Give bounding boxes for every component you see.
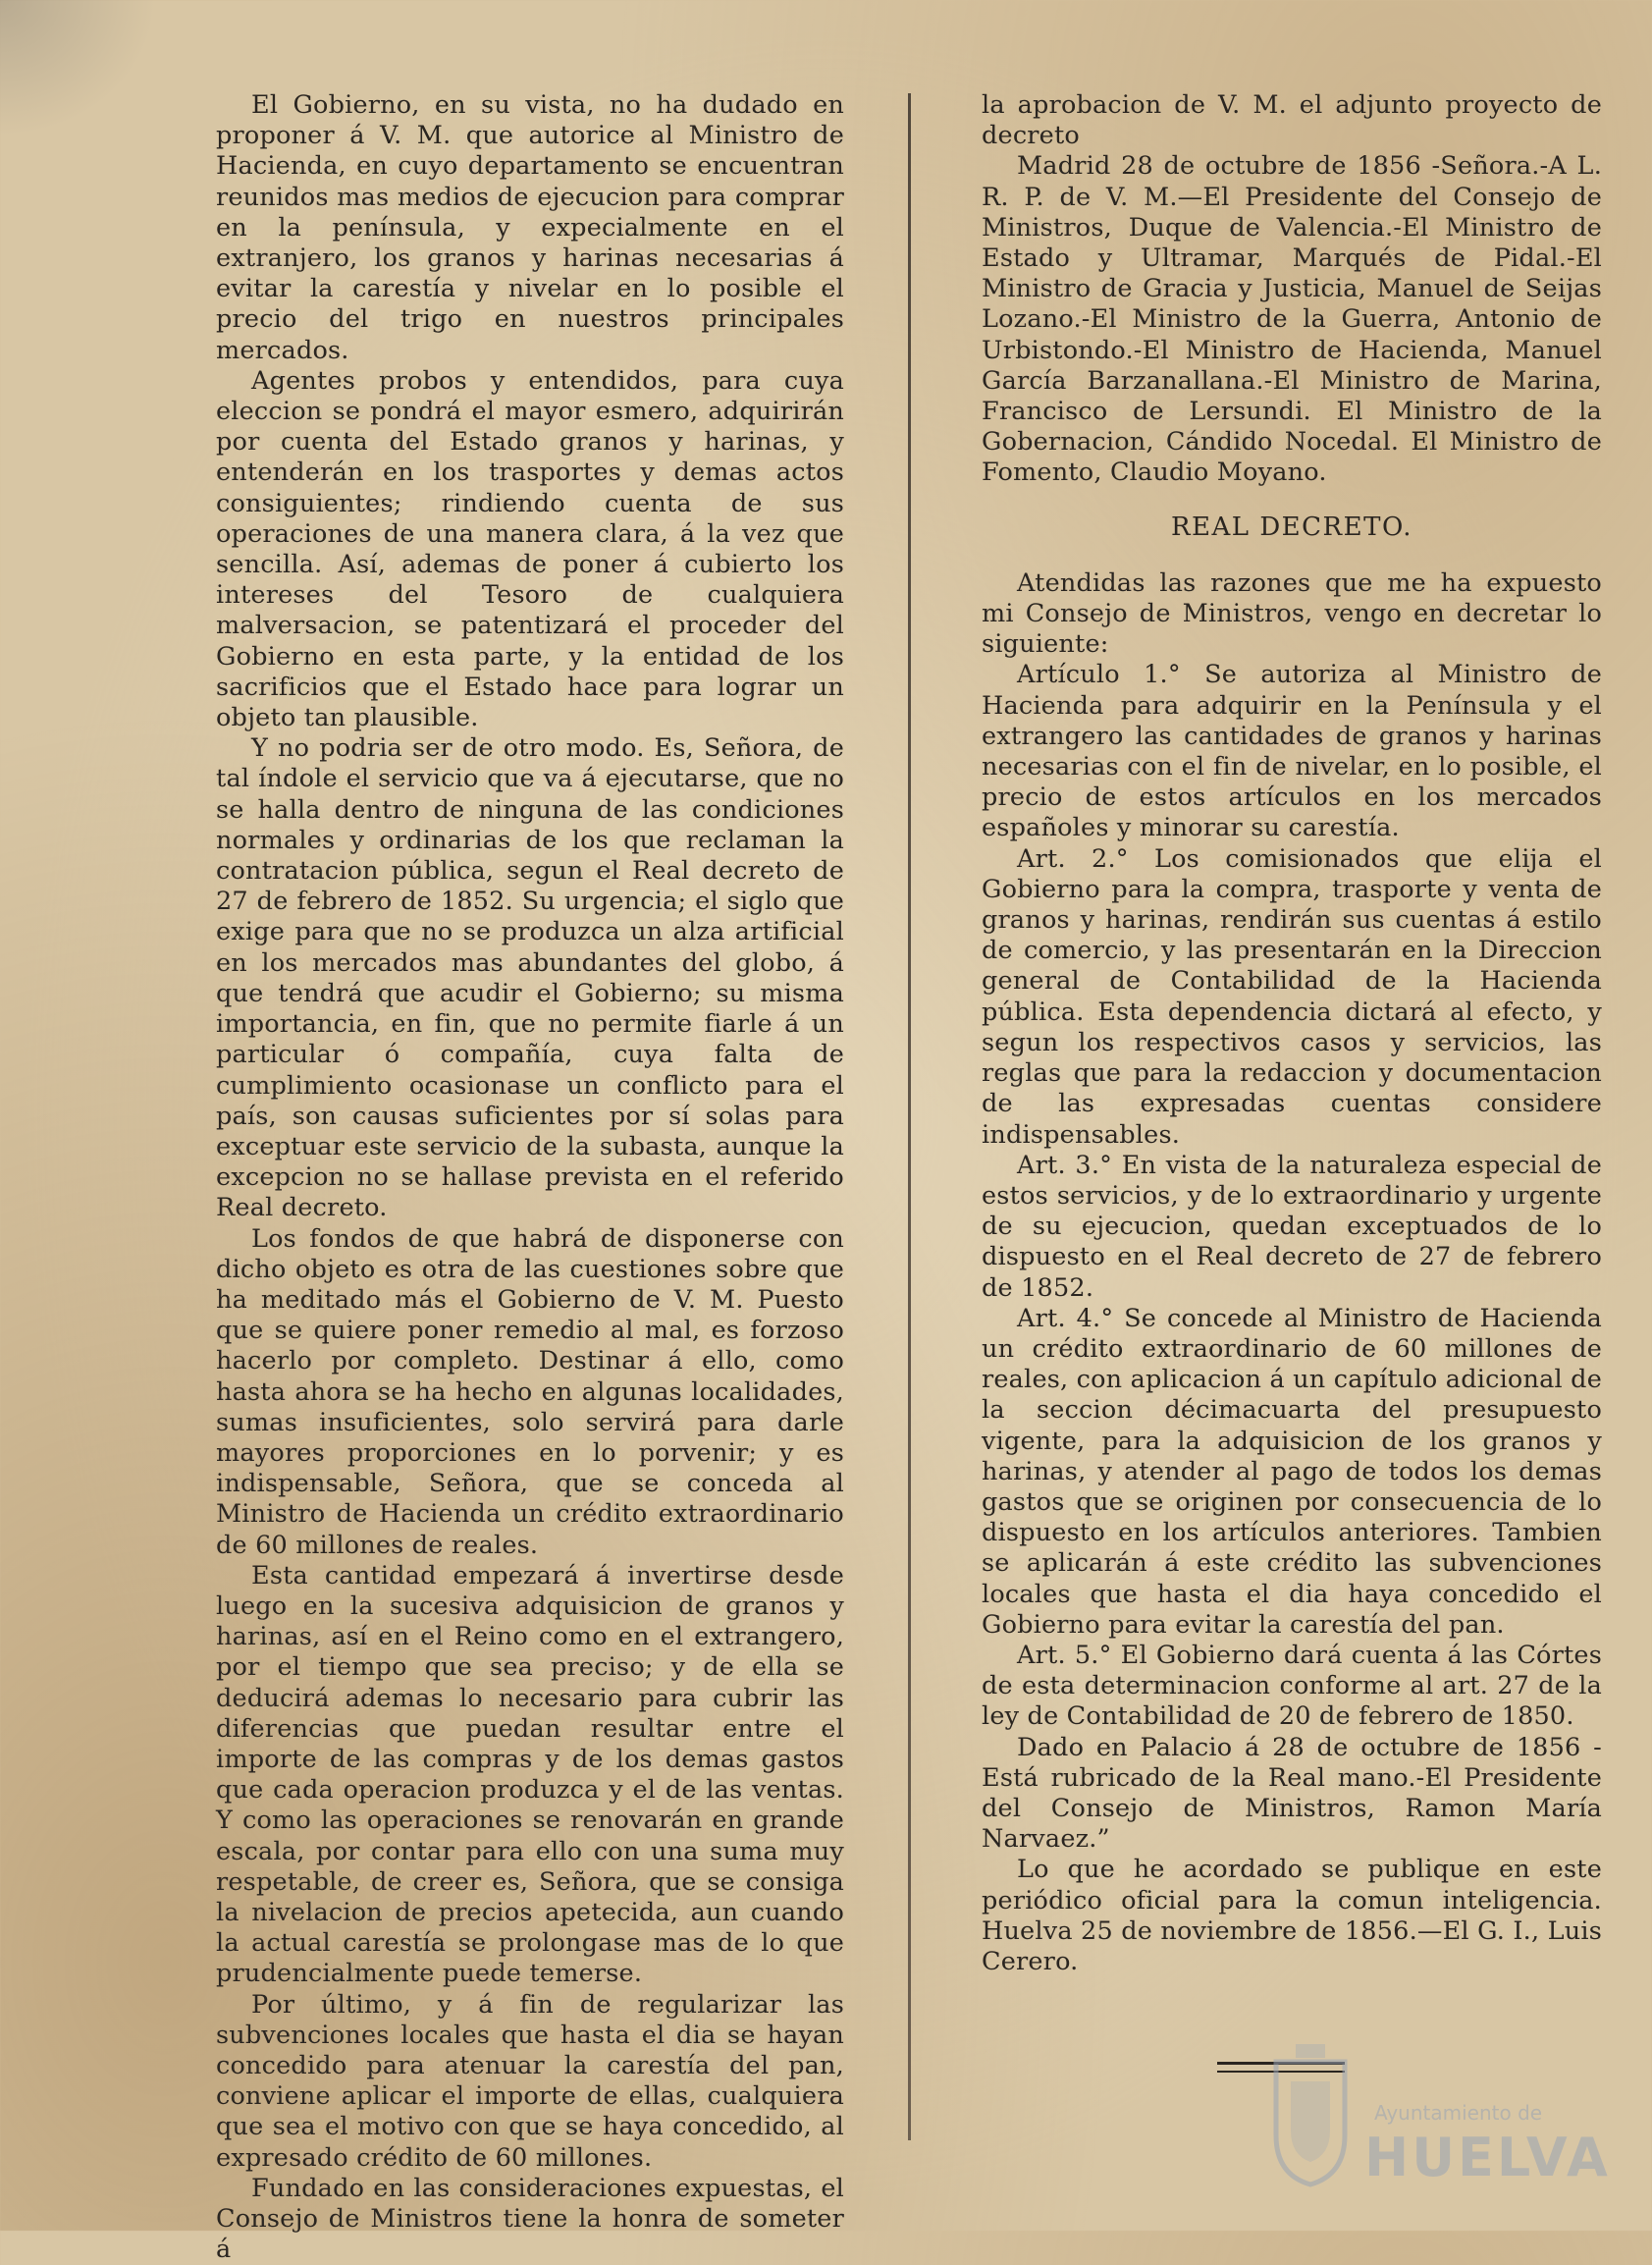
left-paragraph-5: Esta cantidad empezará á invertirse desde luego en la sucesiva adquisicion de granos y harinas, así en el Reino como en el extrangero, por el tiempo que sea preciso; y de ella se deducirá ademas lo necesario para cubrir las diferencias que puedan resultar entre el importe de las compras y de los demas gastos que cada operacion produzca y el de las ventas. Y como las operaciones se renovarán en grande escala, por contar para ello con una suma muy respetable, de creer es, Señora, que se consiga la nivelacion de precios apetecida, aun cuando la actual carestía se prolongase mas de lo que prudencialmente puede temerse. (216, 1560, 844, 1989)
left-paragraph-4: Los fondos de que habrá de disponerse con dicho objeto es otra de las cuestiones sobre que ha meditado más el Gobierno de V. M. Puesto que se quiere poner remedio al mal, es forzoso hacerlo por completo. Destinar á ello, como hasta ahora se ha hecho en algunas localidades, sumas insuficientes, solo servirá para darle mayores proporciones en lo porvenir; y es indispensable, Señora, que se conceda al Ministro de Hacienda un crédito extraordinario de 60 millones de reales. (216, 1223, 844, 1560)
watermark-line-1: Ayuntamiento de (1374, 2101, 1543, 2125)
coat-of-arms-icon (1266, 2042, 1355, 2189)
decree-intro: Atendidas las razones que me ha expuesto mi Consejo de Ministros, vengo en decretar lo siguiente: (982, 567, 1602, 660)
article-5: Art. 5.° El Gobierno dará cuenta á las Córtes de esta determinacion conforme al art. 27 de la ley de Contabilidad de 20 de febrero de 1850. (982, 1640, 1602, 1732)
right-column (982, 90, 1602, 2073)
column-divider (908, 93, 911, 2140)
left-paragraph-6: Por último, y á fin de regularizar las subvenciones locales que hasta el dia se hayan concedido para atenuar la carestía del pan, conviene aplicar el importe de ellas, cualquiera que sea el motivo con que se haya concedido, al expresado crédito de 60 millones. (216, 1989, 844, 2173)
left-paragraph-1: El Gobierno, en su vista, no ha dudado en proponer á V. M. que autorice al Ministro de Hacienda, en cuyo departamento se encuentran reunidos mas medios de ejecucion para comprar en la península, y expecialmente en el extranjero, los granos y harinas necesarias á evitar la carestía y nivelar en lo posible el precio del trigo en nuestros principales mercados. (216, 90, 844, 365)
closing-note: Lo que he acordado se publique en este periódico oficial para la comun inteligencia. Huelva 25 de noviembre de 1856.—El G. I., Luis Cerero. (982, 1855, 1602, 1976)
article-4: Art. 4.° Se concede al Ministro de Hacienda un crédito extraordinario de 60 millones de reales, con aplicacion á un capítulo adicional de la seccion décimacuarta del presupuesto vigente, para la adquisicion de los granos y harinas, y atender al pago de todos los demas gastos que se originen por consecuencia de lo dispuesto en los artículos anteriores. Tambien se aplicarán á este crédito las subvenciones locales que hasta el dia haya concedido el Gobierno para evitar la carestía del pan. (982, 1303, 1602, 1640)
intro-continuation: la aprobacion de V. M. el adjunto proyecto de decreto (982, 90, 1602, 151)
signature-block: Madrid 28 de octubre de 1856 -Señora.-A L. R. P. de V. M.—El Presidente del Consejo de Ministros, Duque de Valencia.-El Ministro de Estado y Ultramar, Marqués de Pidal.-El Ministro de Gracia y Justicia, Manuel de Seijas Lozano.-El Ministro de la Guerra, Antonio de Urbistondo.-El Ministro de Hacienda, Manuel García Barzanallana.-El Ministro de Marina, Francisco de Lersundi. El Ministro de la Gobernacion, Cándido Nocedal. El Ministro de Fomento, Claudio Moyano. (982, 151, 1602, 488)
left-paragraph-7: Fundado en las consideraciones expuestas, el Consejo de Ministros tiene la honra de someter á (216, 2173, 844, 2265)
article-2: Art. 2.° Los comisionados que elija el Gobierno para la compra, trasporte y venta de granos y harinas, rendirán sus cuentas á estilo de comercio, y las presentarán en la Direccion general de Contabilidad de la Hacienda pública. Esta dependencia dictará al efecto, y segun los respectivos casos y servicios, las reglas que para la redaccion y documentacion de las expresadas cuentas considere indispensables. (982, 843, 1602, 1150)
watermark-line-2: HUELVA (1364, 2127, 1611, 2188)
given-at-palace: Dado en Palacio á 28 de octubre de 1856 -Está rubricado de la Real mano.-El Presidente del Consejo de Ministros, Ramon María Narvaez.” (982, 1732, 1602, 1855)
article-1: Artículo 1.° Se autoriza al Ministro de Hacienda para adquirir en la Península y el extrangero las cantidades de granos y harinas necesarias con el fin de nivelar, en lo posible, el precio de estos artículos en los mercados españoles y minorar su carestía. (982, 660, 1602, 843)
article-3: Art. 3.° En vista de la naturaleza especial de estos servicios, y de lo extraordinario y urgente de su ejecucion, quedan exceptuados de lo dispuesto en el Real decreto de 27 de febrero de 1852. (982, 1150, 1602, 1303)
left-paragraph-3: Y no podria ser de otro modo. Es, Señora, de tal índole el servicio que va á ejecutarse, que no se halla dentro de ninguna de las condiciones normales y ordinarias de los que reclaman la contratacion pública, segun el Real decreto de 27 de febrero de 1852. Su urgencia; el siglo que exige para que no se produzca un alza artificial en los mercados mas abundantes del globo, á que tendrá que acudir el Gobierno; su misma importancia, en fin, que no permite fiarle á un particular ó compañía, cuya falta de cumplimiento ocasionase un conflicto para el país, son causas suficientes por sí solas para exceptuar este servicio de la subasta, aunque la excepcion no se hallase prevista en el referido Real decreto. (216, 733, 844, 1223)
archive-watermark (1247, 2042, 1620, 2219)
left-paragraph-2: Agentes probos y entendidos, para cuya eleccion se pondrá el mayor esmero, adquirirán por cuenta del Estado granos y harinas, y entenderán en los trasportes y demas actos consiguientes; rindiendo cuenta de sus operaciones de una manera clara, á la vez que sencilla. Así, ademas de poner á cubierto los intereses del Tesoro de cualquiera malversacion, se patentizará el proceder del Gobierno en esta parte, y la entidad de los sacrificios que el Estado hace para lograr un objeto tan plausible. (216, 365, 844, 733)
left-column (216, 90, 844, 2265)
page-stain (0, 0, 157, 137)
decree-heading: REAL DECRETO. (1170, 512, 1413, 542)
